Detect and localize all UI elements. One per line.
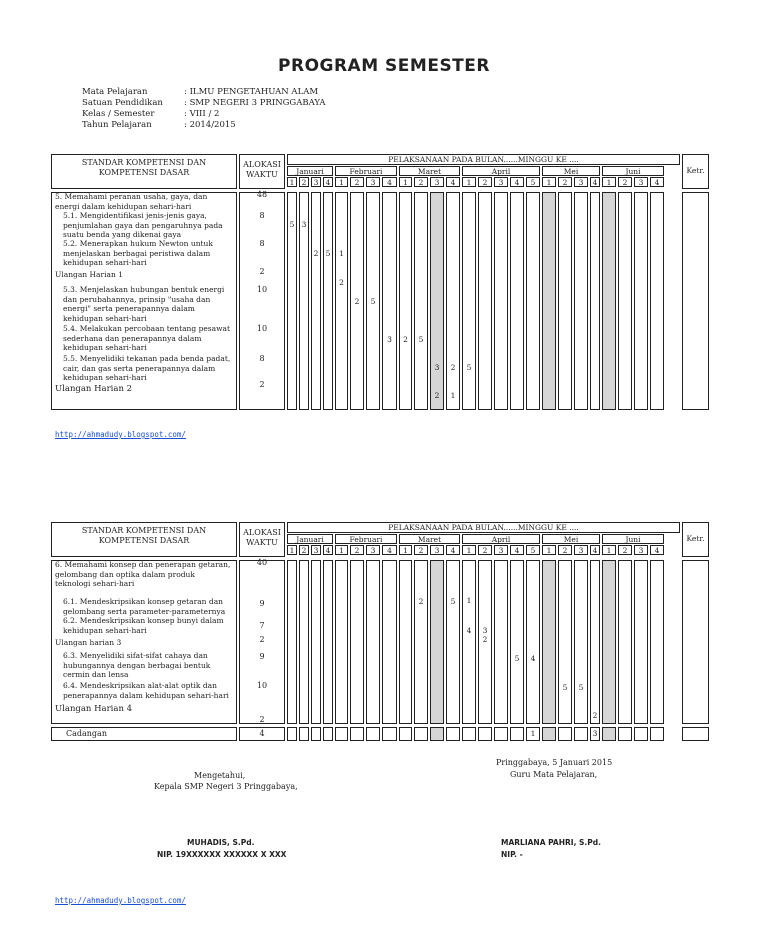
alokasi-body [239,192,285,410]
ketr-label: Ketr. [686,166,705,175]
cadangan-week [634,727,648,741]
alokasi-value: 48 [256,190,268,199]
week-column [590,560,600,724]
week-column [602,192,616,410]
week-mark: 2 [482,635,488,644]
pelaksanaan-label: PELAKSANAAN PADA BULAN......MINGGU KE .... [388,523,579,532]
week-header: 2 [478,545,492,555]
month-header: Februari [335,166,397,176]
week-header: 5 [526,545,540,555]
week-header: 3 [311,545,321,555]
week-column [311,560,321,724]
alokasi-value: 2 [259,715,265,724]
week-column [335,560,348,724]
week-column [650,560,664,724]
week-header: 1 [462,177,476,187]
cadangan-week [574,727,588,741]
week-header: 4 [510,545,524,555]
cadangan-week [494,727,508,741]
week-header: 4 [510,177,524,187]
week-mark: 2 [418,597,424,606]
month-header: Mei [542,166,600,176]
week-header: 1 [542,177,556,187]
competency-row: 5. Memahami peranan usaha, gaya, dan energi dalam kehidupan sehari-hari [55,192,208,211]
week-header: 2 [558,545,572,555]
page-title: PROGRAM SEMESTER [278,56,490,76]
week-mark: 1 [466,596,472,605]
cadangan-week [350,727,364,741]
info-label: Satuan Pendidikan [82,98,163,108]
week-header: 3 [430,545,444,555]
cadangan-week [299,727,309,741]
week-column [602,560,616,724]
week-column [399,192,412,410]
week-header: 2 [350,177,364,187]
week-header: 1 [462,545,476,555]
week-column [462,560,476,724]
competency-row: 5.4. Melakukan percobaan tentang pesawat sederhana dan penerapannya dalam kehidupan sehari-hari [63,324,231,352]
week-header: 3 [634,177,648,187]
week-mark: 5 [370,297,376,306]
week-column [618,560,632,724]
week-column [462,192,476,410]
competency-row: 5.1. Mengidentifikasi jenis-jenis gaya, penjumlahan gaya dan pengaruhnya pada suatu benda yang dikenai gaya [63,211,223,239]
competency-row: Ulangan Harian 1 [55,270,123,279]
info-label: Tahun Pelajaran [82,120,152,130]
ketr-body [682,192,709,410]
kepala-label: Kepala SMP Negeri 3 Pringgabaya, [154,782,298,791]
week-header: 5 [526,177,540,187]
week-header: 3 [574,545,588,555]
alokasi-value: 10 [256,681,268,690]
competency-row: 6. Memahami konsep dan penerapan getaran, gelombang dan optika dalam produk teknologi sehari-hari [55,560,231,588]
week-mark: 5 [578,683,584,692]
week-header: 1 [399,545,412,555]
week-column [650,192,664,410]
week-column [526,560,540,724]
guru-label: Guru Mata Pelajaran, [510,770,598,779]
info-label: Kelas / Semester [82,109,155,119]
pelaksanaan-label: PELAKSANAAN PADA BULAN......MINGGU KE .... [388,155,579,164]
week-column [634,560,648,724]
week-column [414,560,428,724]
week-column [574,560,588,724]
week-mark: 5 [562,683,568,692]
week-column [399,560,412,724]
cadangan-week [478,727,492,741]
cadangan-week [446,727,460,741]
competency-row: Ulangan Harian 2 [55,384,133,394]
week-column [446,192,460,410]
cadangan-week [399,727,412,741]
info-value: : VIII / 2 [184,109,220,119]
alokasi-value: 7 [259,621,265,630]
month-header: April [462,534,540,544]
month-header: Maret [399,166,460,176]
cadangan-week [542,727,556,741]
week-column [287,560,297,724]
week-header: 2 [618,177,632,187]
week-header: 2 [558,177,572,187]
week-mark: 3 [434,363,440,372]
competency-row: Ulangan Harian 4 [55,704,133,714]
week-column [382,192,397,410]
sk-kd-label: STANDAR KOMPETENSI DAN KOMPETENSI DASAR [81,158,207,177]
week-mark: 4 [530,654,536,663]
cadangan-mark: 1 [530,729,536,738]
week-column [558,192,572,410]
week-header: 4 [446,177,460,187]
alokasi-value: 2 [259,267,265,276]
week-header: 3 [494,545,508,555]
month-header: April [462,166,540,176]
alokasi-value: 8 [259,354,265,363]
week-header: 4 [382,545,397,555]
week-column [494,560,508,724]
cadangan-week [462,727,476,741]
week-header: 2 [350,545,364,555]
alokasi-label: ALOKASI WAKTU [243,160,281,179]
competency-row: 6.4. Mendeskripsikan alat-alat optik dan penerapannya dalam kehidupan sehari-hari [63,681,229,700]
cadangan-week [366,727,380,741]
week-mark: 4 [466,626,472,635]
ketr-label: Ketr. [686,534,705,543]
alokasi-value: 2 [259,380,265,389]
week-header: 2 [299,545,309,555]
week-column [634,192,648,410]
cadangan-week [430,727,444,741]
week-header: 2 [478,177,492,187]
week-header: 3 [494,177,508,187]
guru-name: MARLIANA PAHRI, S.Pd. [501,838,601,847]
week-header: 1 [602,177,616,187]
week-column [542,192,556,410]
competency-row: 6.3. Menyelidiki sifat-sifat cahaya dan hubungannya dengan berbagai bentuk cermin dan lensa [63,651,211,679]
competency-row: 6.1. Mendeskripsikan konsep getaran dan gelombang serta parameter-parameternya [63,597,226,616]
month-header: Januari [287,534,333,544]
week-mark: 5 [466,363,472,372]
week-column [494,192,508,410]
week-header: 3 [311,177,321,187]
alokasi-value: 8 [259,239,265,248]
week-header: 2 [618,545,632,555]
week-column [558,560,572,724]
info-labels [82,87,163,131]
competency-row: 6.2. Mendeskripsikan konsep bunyi dalam kehidupan sehari-hari [63,616,224,635]
cadangan-week [618,727,632,741]
info-label: Mata Pelajaran [82,87,148,97]
week-mark: 2 [434,391,440,400]
cadangan-alokasi: 4 [259,729,265,738]
week-mark: 2 [450,363,456,372]
week-column [335,192,348,410]
alokasi-value: 2 [259,635,265,644]
cadangan-week [287,727,297,741]
kepala-nip: NIP. 19XXXXXX XXXXXX X XXX [157,850,287,859]
cadangan-week [382,727,397,741]
week-header: 3 [634,545,648,555]
kepala-name: MUHADIS, S.Pd. [187,838,255,847]
week-column [590,192,600,410]
week-header: 3 [366,177,380,187]
week-header: 3 [430,177,444,187]
week-header: 3 [574,177,588,187]
week-header: 2 [414,177,428,187]
competency-row: Ulangan harian 3 [55,638,122,647]
month-header: Mei [542,534,600,544]
week-header: 1 [602,545,616,555]
week-column [574,192,588,410]
week-mark: 5 [289,220,295,229]
cadangan-label: Cadangan [66,729,107,738]
sk-kd-label: STANDAR KOMPETENSI DAN KOMPETENSI DASAR [81,526,207,545]
cadangan-week [602,727,616,741]
ketr-body [682,560,709,724]
week-mark: 5 [418,335,424,344]
week-column [414,192,428,410]
week-mark: 3 [387,335,392,344]
week-header: 1 [542,545,556,555]
blog-link-1[interactable]: http://ahmadudy.blogspot.com/ [55,430,186,439]
week-header: 4 [382,177,397,187]
week-column [323,192,333,410]
week-column [430,192,444,410]
month-header: Juni [602,534,664,544]
mengetahui-label: Mengetahui, [194,771,246,780]
week-header: 4 [323,545,333,555]
month-header: Juni [602,166,664,176]
cadangan-week [311,727,321,741]
week-column [311,192,321,410]
week-column [366,560,380,724]
cadangan-ketr [682,727,709,741]
info-value: : 2014/2015 [184,120,236,130]
alokasi-value: 10 [256,285,268,294]
week-column [510,560,524,724]
month-header: Februari [335,534,397,544]
week-header: 1 [335,177,348,187]
cadangan-week [558,727,572,741]
week-mark: 2 [403,335,408,344]
week-column [299,560,309,724]
week-mark: 3 [482,626,488,635]
cadangan-week [650,727,664,741]
week-header: 4 [650,545,664,555]
competency-row: 5.2. Menerapkan hukum Newton untuk menjelaskan berbagai peristiwa dalam kehidupan sehari-hari [63,239,213,267]
competency-row: 5.3. Menjelaskan hubungan bentuk energi dan perubahannya, prinsip "usaha dan energi" serta penerapannya dalam kehidupan sehari-hari [63,285,225,323]
alokasi-value: 10 [256,324,268,333]
alokasi-value: 9 [259,599,265,608]
week-mark: 1 [339,249,344,258]
week-mark: 2 [592,711,598,720]
cadangan-week [323,727,333,741]
alokasi-value: 8 [259,211,265,220]
week-column [526,192,540,410]
week-column [430,560,444,724]
week-header: 1 [287,177,297,187]
week-header: 4 [650,177,664,187]
week-column [618,192,632,410]
competency-row: 5.5. Menyelidiki tekanan pada benda padat, cair, dan gas serta penerapannya dalam kehidupan sehari-hari [63,354,231,382]
week-header: 2 [299,177,309,187]
month-header: Maret [399,534,460,544]
week-mark: 5 [514,654,520,663]
guru-nip: NIP. - [501,850,523,859]
week-header: 1 [287,545,297,555]
week-mark: 5 [325,249,331,258]
week-mark: 3 [301,220,307,229]
week-column [382,560,397,724]
week-mark: 2 [313,249,319,258]
week-header: 4 [323,177,333,187]
alokasi-value: 40 [256,558,268,567]
week-header: 2 [414,545,428,555]
week-mark: 1 [450,391,456,400]
week-mark: 2 [339,278,344,287]
month-header: Januari [287,166,333,176]
info-values [184,87,325,131]
week-column [323,560,333,724]
week-header: 1 [335,545,348,555]
place-date: Pringgabaya, 5 Januari 2015 [496,758,613,767]
cadangan-week [414,727,428,741]
week-header: 4 [590,545,600,555]
alokasi-label: ALOKASI WAKTU [243,528,281,547]
info-value: : SMP NEGERI 3 PRINGGABAYA [184,98,326,108]
week-header: 4 [446,545,460,555]
week-column [478,192,492,410]
info-value: : ILMU PENGETAHUAN ALAM [184,87,319,97]
week-column [350,560,364,724]
week-mark: 2 [354,297,360,306]
cadangan-mark: 3 [592,729,598,738]
week-column [446,560,460,724]
cadangan-week [335,727,348,741]
week-header: 1 [399,177,412,187]
alokasi-value: 9 [259,652,265,661]
cadangan-week [510,727,524,741]
week-mark: 5 [450,597,456,606]
week-header: 4 [590,177,600,187]
week-column [510,192,524,410]
blog-link-2[interactable]: http://ahmadudy.blogspot.com/ [55,896,186,905]
week-column [542,560,556,724]
week-header: 3 [366,545,380,555]
